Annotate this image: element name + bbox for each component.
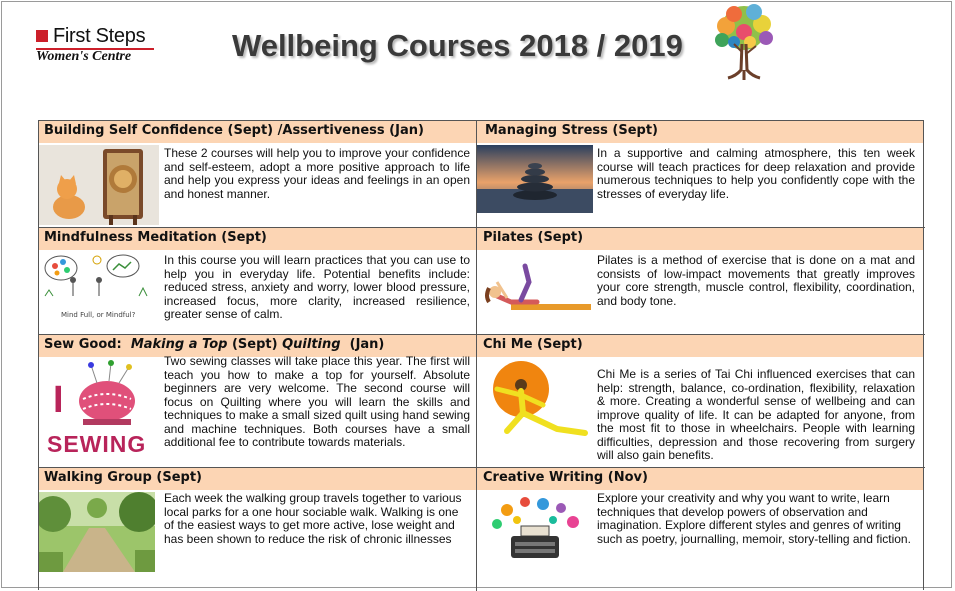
course-cell-sew-good xyxy=(39,335,476,467)
mindful-image-caption: Mind Full, or Mindful? xyxy=(61,311,136,319)
course-description: Chi Me is a series of Tai Chi influenced exercises that can help: strength, balance, co-ordination, flexibility, relaxation & more. Creating a wonderful sense of wellbeing and can improve quality of life. It can be adapted for anyone, from the most fit to those in wheelchairs. People with learning difficulties, depression and those recovering from surgery will also gain benefits. xyxy=(597,367,915,462)
course-title: Building Self Confidence (Sept) /Assertiveness (Jan) xyxy=(39,121,476,143)
course-title-part: (Sept) xyxy=(231,337,278,352)
course-title: Walking Group (Sept) xyxy=(39,468,476,490)
course-title: Managing Stress (Sept) xyxy=(477,121,923,143)
stacked-stones-sunset-image xyxy=(477,145,593,213)
colorful-tree-icon xyxy=(706,4,782,82)
logo-mark-icon xyxy=(36,30,48,42)
column-divider xyxy=(476,121,477,591)
course-cell-mindfulness xyxy=(39,228,476,334)
course-title: Creative Writing (Nov) xyxy=(477,468,923,490)
park-path-image xyxy=(39,492,155,572)
course-title-part: (Jan) xyxy=(349,337,385,352)
course-title: Pilates (Sept) xyxy=(477,228,923,250)
course-title: Mindfulness Meditation (Sept) xyxy=(39,228,476,250)
sewing-image-letter: I xyxy=(53,379,64,421)
course-description: In a supportive and calming atmosphere, this ten week course will teach practices for deep relaxation and provide numerous techniques to help you confidently cope with the stresses of everyday life. xyxy=(597,146,915,201)
logo-name: First Steps xyxy=(53,25,146,47)
course-description: Two sewing classes will take place this year. The first will teach you how to make a top for yourself. Absolute beginners are very welcome. The second course will focus on Quilting where you will learn the skills and techniques to make a small sized quilt using hand sewing and machine techniques. Both courses have a small additional fee to contribute towards materials. xyxy=(164,354,470,449)
course-description: Each week the walking group travels together to various local parks for a one hour sociable walk. Walking is one of the easiest ways to get more active, lose weight and has been shown to reduce the risk of chronic illnesses xyxy=(164,491,462,546)
typewriter-burst-image xyxy=(477,492,593,572)
page-title: Wellbeing Courses 2018 / 2019 xyxy=(232,28,683,63)
course-cell-self-confidence xyxy=(39,121,476,227)
first-steps-logo xyxy=(36,26,156,66)
course-cell-creative-writing xyxy=(477,468,923,591)
sewing-image-word: SEWING xyxy=(47,431,147,457)
mind-full-or-mindful-image xyxy=(39,252,159,318)
course-description: Pilates is a method of exercise that is done on a mat and consists of low-impact movements that greatly improves your core strength, muscle control, flexibility, coordination, and body tone. xyxy=(597,253,915,308)
course-title-part: Quilting xyxy=(282,337,341,352)
course-cell-chi-me xyxy=(477,335,923,467)
logo-subtitle: Women's Centre xyxy=(36,49,132,64)
tai-chi-figure-image xyxy=(477,359,593,449)
course-description: In this course you will learn practices that you can use to help you in everyday life. Potential benefits include: reduced stress, anxiety and worry, lower blood pressure, increased focus, more clarity, increased resilience, greater sense of calm. xyxy=(164,253,470,321)
course-description: Explore your creativity and why you want to write, learn techniques that develop powers of observation and imagination. Explore different styles and genres of writing such as poetry, journalling, memoir, story-telling and fiction. xyxy=(597,491,911,546)
course-title: Chi Me (Sept) xyxy=(477,335,923,357)
course-cell-walking-group xyxy=(39,468,476,591)
course-description: These 2 courses will help you to improve your confidence and self-esteem, adopt a more positive approach to life and help you express your ideas and feelings in an open and honest manner. xyxy=(164,146,470,201)
pilates-pose-image xyxy=(477,252,593,312)
course-title-part: Making a Top xyxy=(130,337,228,352)
course-cell-pilates xyxy=(477,228,923,334)
course-title-prefix: Sew Good: xyxy=(44,337,122,352)
course-cell-managing-stress xyxy=(477,121,923,227)
courses-table xyxy=(38,120,924,590)
kitten-lion-mirror-image xyxy=(39,145,159,225)
